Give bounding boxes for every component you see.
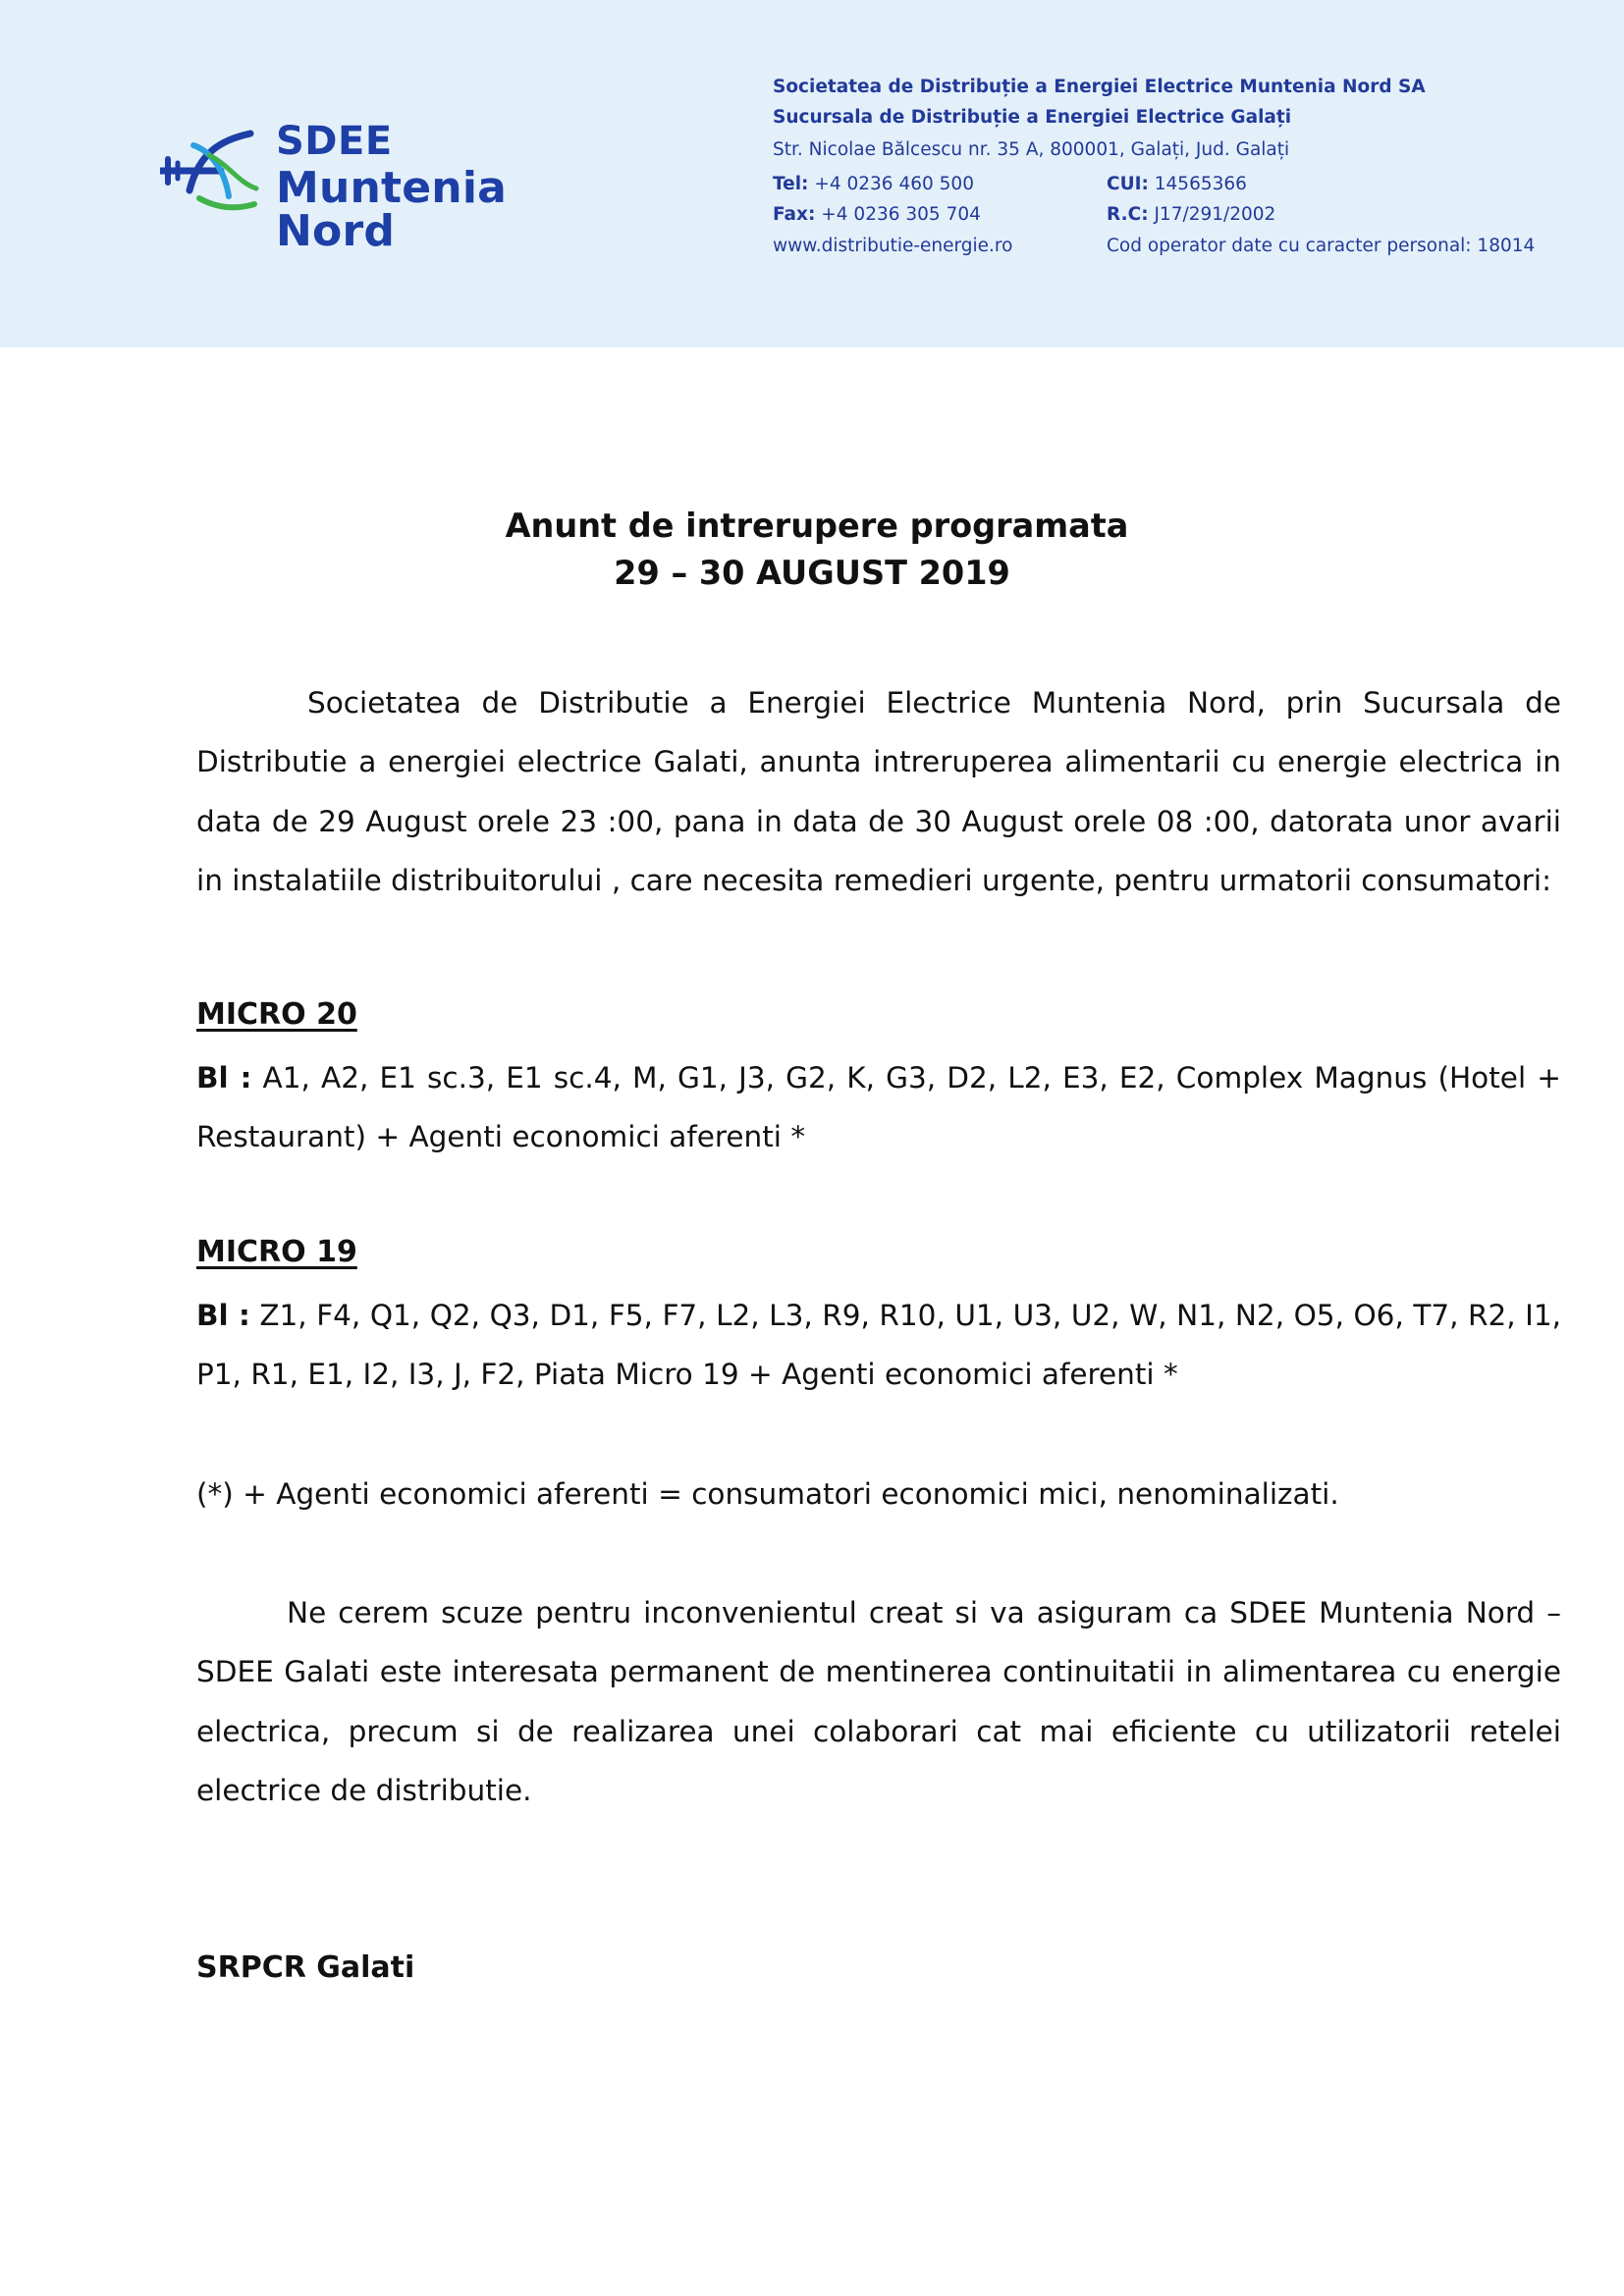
phone-label: Tel: [773,174,809,194]
intro-paragraph: Societatea de Distributie a Energiei Electrice Muntenia Nord, prin Sucursala de Distributie a energiei electrice Galati, anunta intreruperea alimentarii cu energie electrica in data de 29 August orele 23 :00, pana in data de 30 August orele 08 :00, datorata unor avarii in instalatiile distribuitorului , care necesita remedieri urgente, pentru urmatorii consumatori: [196,686,1561,897]
fax-value: +4 0236 305 704 [821,204,981,225]
section-heading-micro-20: MICRO 20 [196,997,357,1032]
section-blocks-micro-19 [196,1286,1561,1405]
blocks-label: Bl : [196,1299,250,1332]
letterhead [0,0,1624,347]
phone-line [773,174,974,194]
company-name: Societatea de Distribuție a Energiei Electrice Muntenia Nord SA [773,77,1426,97]
document-title: Anunt de intrerupere programata [505,507,1129,545]
cui-value: 14565366 [1148,174,1247,194]
cui-line [1107,174,1247,194]
cui-label: CUI: [1107,174,1149,194]
closing-paragraph: Ne cerem scuze pentru inconvenientul creat si va asiguram ca SDEE Muntenia Nord – SDEE Galati este interesata permanent de mentinerea continuitatii in alimentarea cu energie electrica, precum si de realizarea unei colaborari cat mai eficiente cu utilizatorii retelei electrice de distributie. [196,1596,1561,1807]
fax-label: Fax: [773,204,816,225]
logo-wordmark [276,119,631,256]
branch-name: Sucursala de Distribuție a Energiei Electrice Galați [773,107,1292,128]
rc-line [1107,204,1275,225]
document-date: 29 – 30 AUGUST 2019 [614,554,1010,592]
phone-value: +4 0236 460 500 [814,174,974,194]
rc-label: R.C: [1107,204,1149,225]
section-blocks-micro-20 [196,1048,1561,1167]
blocks-list: Z1, F4, Q1, Q2, Q3, D1, F5, F7, L2, L3, R9, R10, U1, U3, U2, W, N1, N2, O5, O6, T7, R2, I1, P1, R1, E1, I2, I3, J, F2, Piata Micro 19 + Agenti economici aferenti * [196,1299,1562,1392]
website-link[interactable]: www.distributie-energie.ro [773,236,1013,256]
fax-line [773,204,981,225]
company-address: Str. Nicolae Bălcescu nr. 35 A, 800001, Galați, Jud. Galați [773,139,1290,160]
blocks-label: Bl : [196,1061,252,1095]
blocks-list: A1, A2, E1 sc.3, E1 sc.4, M, G1, J3, G2, K, G3, D2, L2, E3, E2, Complex Magnus (Hotel + Restaurant) + Agenti economici aferenti * [196,1061,1561,1154]
rc-value: J17/291/2002 [1148,204,1276,225]
section-heading-micro-19: MICRO 19 [196,1235,357,1269]
footnote: (*) + Agenti economici aferenti = consumatori economici mici, nenominalizati. [196,1477,1339,1511]
logo-mark-icon [160,126,270,220]
operator-code: Cod operator date cu caracter personal: 18014 [1107,236,1536,256]
signature: SRPCR Galati [196,1950,415,1985]
logo-line2: Muntenia Nord [276,163,508,256]
logo-line1: SDEE [276,119,393,164]
company-logo [160,119,631,256]
